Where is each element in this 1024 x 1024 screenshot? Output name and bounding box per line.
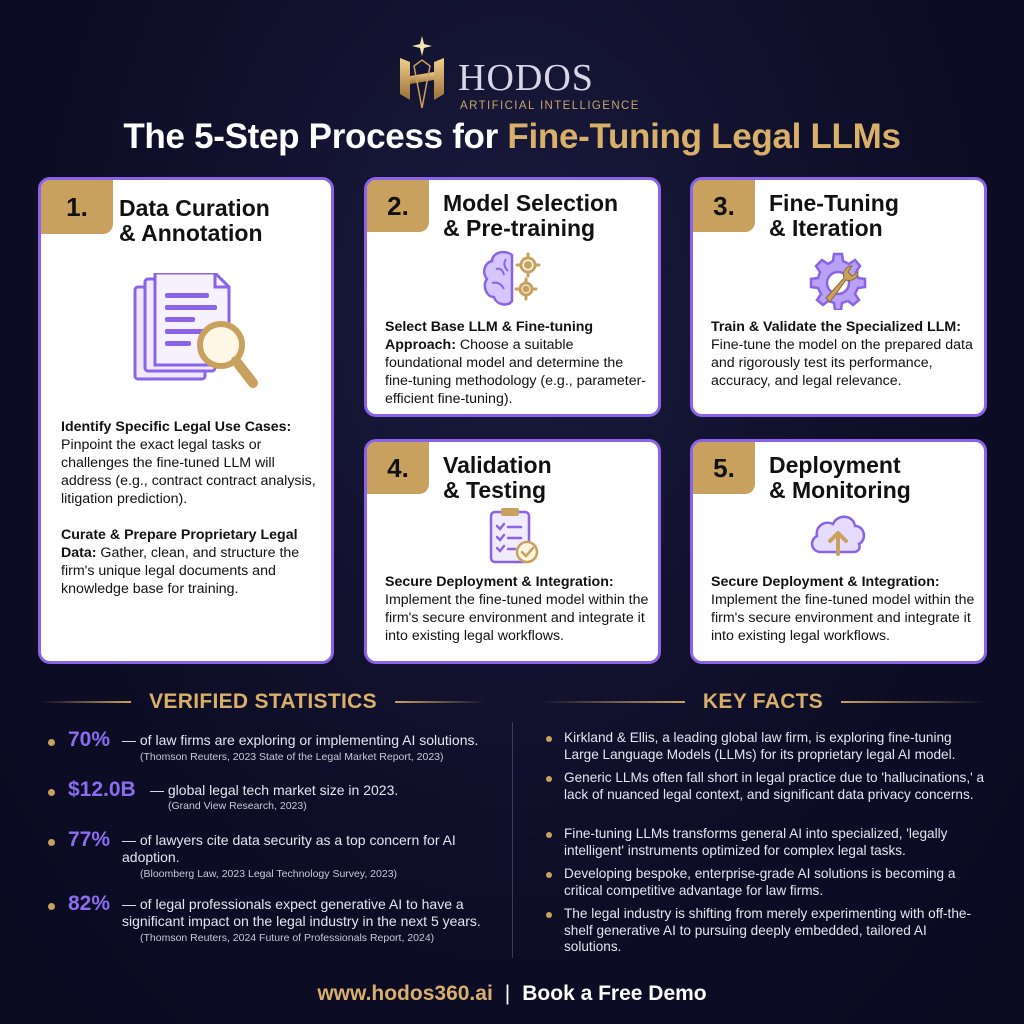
step-title: Validation & Testing bbox=[443, 452, 552, 503]
page-title bbox=[0, 117, 1024, 157]
fact-text: Developing bespoke, enterprise-grade AI solutions is becoming a critical competitive advantage for law firms. bbox=[564, 866, 956, 898]
brand-tagline: ARTIFICIAL INTELLIGENCE bbox=[460, 100, 640, 112]
stat-value: 82% bbox=[68, 892, 111, 915]
stat-desc: — of legal professionals expect generative AI to have a significant impact on the legal industry in the next 5 years. bbox=[122, 896, 481, 929]
step-title: Deployment & Monitoring bbox=[769, 452, 911, 503]
step-card-4 bbox=[364, 439, 661, 664]
step-card-5 bbox=[690, 439, 987, 664]
step-body bbox=[385, 573, 653, 645]
bullet-dot bbox=[546, 872, 552, 878]
step-title: Fine-Tuning & Iteration bbox=[769, 190, 899, 241]
fact-text: The legal industry is shifting from merely experimenting with off-the-shelf generative AI to pursuing deeply embedded, tailored AI solutions. bbox=[564, 906, 971, 954]
stat-item bbox=[48, 778, 508, 818]
paragraph-text: Pinpoint the exact legal tasks or challenges the fine-tuned LLM will address (e.g., contract contract analysis, litigation prediction). bbox=[61, 437, 316, 507]
paragraph-heading: Secure Deployment & Integration: bbox=[385, 574, 614, 590]
paragraph-heading: Curate & Prepare Proprietary Legal Data: bbox=[61, 527, 298, 561]
hodos-logo-icon bbox=[396, 36, 448, 108]
paragraph-text: Implement the fine-tuned model within the firm's secure environment and integrate it into existing legal workflows. bbox=[385, 592, 649, 644]
paragraph-heading: Train & Validate the Specialized LLM: bbox=[711, 319, 961, 335]
stat-source: (Thomson Reuters, 2023 State of the Legal Market Report, 2023) bbox=[140, 751, 444, 763]
stat-value: 77% bbox=[68, 828, 111, 851]
bullet-dot bbox=[48, 739, 55, 746]
cloud-upload-icon bbox=[807, 508, 869, 558]
step-number: 3. bbox=[693, 180, 755, 232]
heading-line-left bbox=[40, 701, 131, 703]
step-card-1 bbox=[38, 177, 334, 664]
step-number: 5. bbox=[693, 442, 755, 494]
brand-name: HODOS bbox=[458, 57, 594, 99]
step-number: 4. bbox=[367, 442, 429, 494]
paragraph-heading: Secure Deployment & Integration: bbox=[711, 574, 940, 590]
heading-line-right bbox=[841, 701, 986, 703]
step-title: Data Curation & Annotation bbox=[119, 195, 270, 246]
stats-heading-text: VERIFIED STATISTICS bbox=[149, 690, 377, 713]
paragraph-text: Implement the fine-tuned model within the firm's secure environment and integrate it into existing legal workflows. bbox=[711, 592, 975, 644]
stat-value: $12.0B bbox=[68, 778, 136, 801]
fact-text: Kirkland & Ellis, a leading global law firm, is exploring fine-tuning Large Language Models (LLMs) for its proprietary legal AI model. bbox=[564, 730, 956, 762]
step-paragraph bbox=[61, 526, 323, 598]
title-part-white: The 5-Step Process for bbox=[123, 117, 508, 156]
document-magnifier-icon bbox=[129, 273, 261, 395]
step-title: Model Selection & Pre-training bbox=[443, 190, 619, 241]
footer-separator: | bbox=[504, 982, 511, 1005]
step-paragraph bbox=[711, 573, 979, 645]
fact-text: Generic LLMs often fall short in legal practice due to 'hallucinations,' a lack of nuanced legal context, and significant data privacy concerns. bbox=[564, 770, 985, 802]
heading-line-left bbox=[540, 701, 685, 703]
stat-desc: — of law firms are exploring or implementing AI solutions. bbox=[122, 732, 479, 748]
bullet-dot bbox=[546, 832, 552, 838]
stat-source: (Grand View Research, 2023) bbox=[168, 800, 307, 812]
step-paragraph bbox=[61, 418, 323, 508]
heading-line-right bbox=[395, 701, 486, 703]
bullet-dot bbox=[48, 789, 55, 796]
footer bbox=[0, 982, 1024, 1006]
stats-section-heading bbox=[40, 688, 486, 716]
step-body bbox=[711, 573, 979, 645]
step-number: 1. bbox=[41, 180, 113, 234]
stat-desc: — of lawyers cite data security as a top concern for AI adoption. bbox=[122, 832, 456, 865]
facts-section-heading bbox=[540, 688, 986, 716]
step-card-2 bbox=[364, 177, 661, 417]
gear-wrench-icon bbox=[808, 250, 868, 310]
website-link[interactable]: www.hodos360.ai bbox=[317, 982, 493, 1005]
bullet-dot bbox=[48, 839, 55, 846]
paragraph-text: Gather, clean, and structure the firm's unique legal documents and knowledge base for training. bbox=[61, 545, 300, 597]
step-paragraph bbox=[385, 318, 649, 408]
stat-source: (Bloomberg Law, 2023 Legal Technology Survey, 2023) bbox=[140, 868, 398, 880]
bullet-dot bbox=[546, 776, 552, 782]
paragraph-heading: Select Base LLM & Fine-tuning Approach: bbox=[385, 319, 594, 353]
bullet-dot bbox=[546, 736, 552, 742]
stat-source: (Thomson Reuters, 2024 Future of Professionals Report, 2024) bbox=[140, 932, 435, 944]
brand-logo bbox=[396, 22, 640, 112]
fact-text: Fine-tuning LLMs transforms general AI into specialized, 'legally intelligent' instruments optimized for complex legal tasks. bbox=[564, 826, 948, 858]
paragraph-heading: Identify Specific Legal Use Cases: bbox=[61, 419, 292, 435]
paragraph-text: Choose a suitable foundational model and determine the fine-tuning methodology (e.g., parameter-efficient fine-tuning). bbox=[385, 337, 647, 407]
brain-gears-icon bbox=[482, 249, 544, 307]
clipboard-check-icon bbox=[487, 506, 541, 566]
bullet-dot bbox=[546, 912, 552, 918]
stat-desc: — global legal tech market size in 2023. bbox=[150, 782, 399, 798]
step-number: 2. bbox=[367, 180, 429, 232]
column-divider bbox=[512, 722, 513, 958]
step-body bbox=[385, 318, 649, 408]
bullet-dot bbox=[48, 903, 55, 910]
stat-item bbox=[48, 828, 508, 886]
step-body bbox=[711, 318, 975, 390]
stat-item bbox=[48, 728, 508, 768]
step-paragraph bbox=[385, 573, 653, 645]
title-part-gold: Fine-Tuning Legal LLMs bbox=[507, 117, 901, 156]
step-paragraph bbox=[711, 318, 975, 390]
facts-heading-text: KEY FACTS bbox=[702, 690, 824, 713]
book-demo-link[interactable]: Book a Free Demo bbox=[522, 982, 707, 1005]
stat-item bbox=[48, 892, 508, 950]
step-body bbox=[61, 418, 323, 598]
paragraph-text: Fine-tune the model on the prepared data and rigorously test its performance, accuracy, and legal relevance. bbox=[711, 337, 973, 389]
stat-value: 70% bbox=[68, 728, 111, 751]
step-card-3 bbox=[690, 177, 987, 417]
